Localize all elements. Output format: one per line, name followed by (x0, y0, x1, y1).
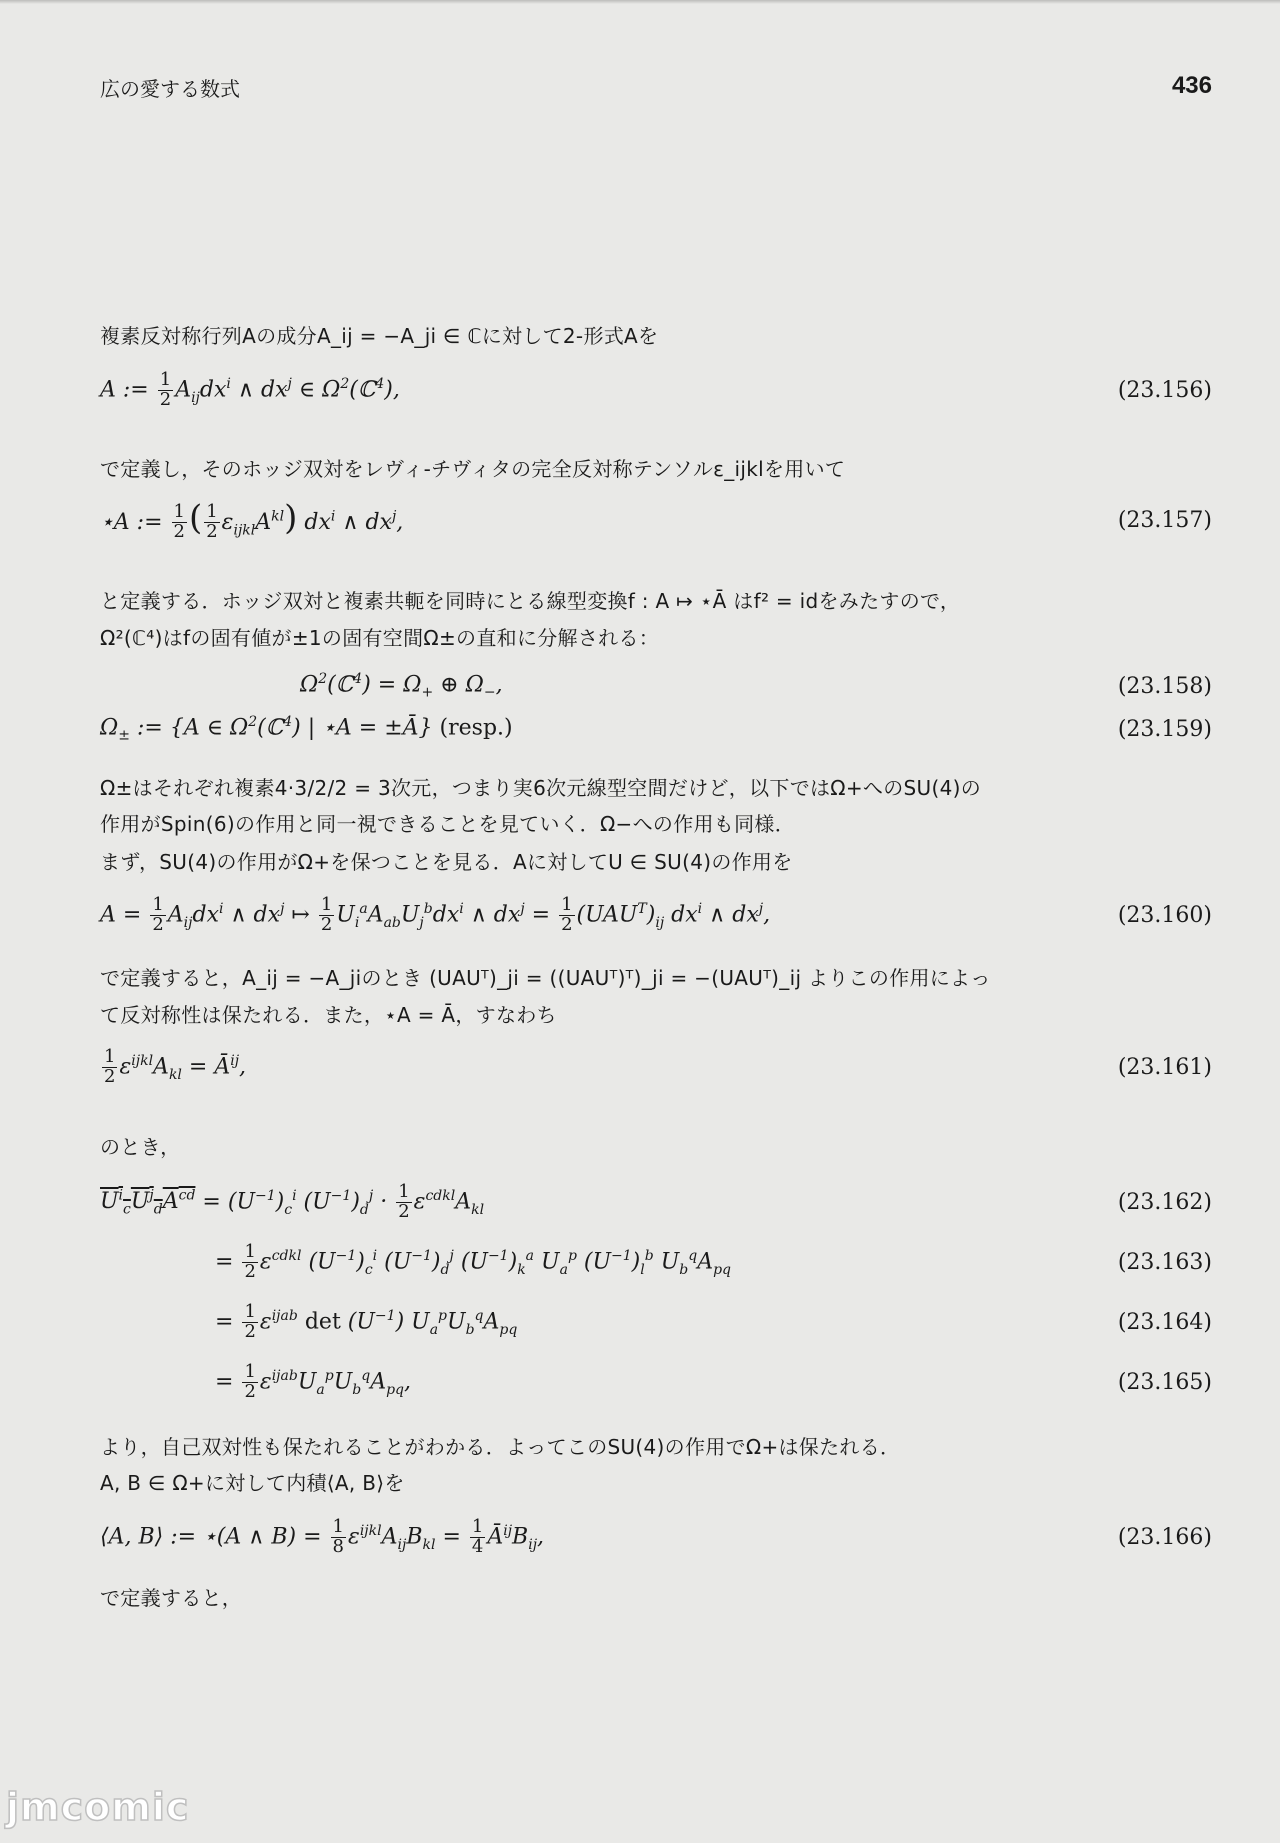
paragraph: 作用がSpin(6)の作用と同一視できることを見ていく．Ω−への作用も同様． (100, 812, 795, 836)
equation (100, 1302, 1212, 1342)
equation (100, 1362, 1212, 1402)
equation (100, 497, 1212, 543)
equation-body: = $\frac{1}{2}$ $\varepsilon^{ijab}U_a^pU_b^qA_{pq}$, (215, 1360, 412, 1402)
paragraph: て反対称性は保たれる．また，⋆A = Ā，すなわち (100, 1003, 557, 1027)
equation-body: ⟨A, B⟩ := ⋆(A ∧ B) = $\frac{1}{8}$ $\varepsilon^{ijkl}A_{ij}B_{kl}$ = $\frac{1}{4}$ $Ā^{ij}B_{ij}$, (100, 1515, 545, 1557)
equation-body: A = $\frac{1}{2}$ $A_{ij}dx^i$ ∧ $dx^j$ ↦ $\frac{1}{2}$ $U_i^aA_{ab}U_j^bdx^i$ ∧ $dx^j$ = $\frac{1}{2}$ $(UAU^T)_{ij}$ $dx^i$ ∧ $dx^j$, (100, 893, 771, 935)
paragraph: Ω±はそれぞれ複素4·3/2/2 = 3次元，つまり実6次元線型空間だけど，以下ではΩ+へのSU(4)の (100, 776, 981, 800)
equation (100, 370, 1212, 410)
equation-number: (23.157) (1117, 507, 1212, 533)
page-edge-shadow (0, 0, 1280, 4)
equation (100, 895, 1212, 935)
watermark-logo: jmcomic (6, 1785, 190, 1829)
paragraph: より，自己双対性も保たれることがわかる．よってこのSU(4)の作用でΩ+は保たれる． (100, 1435, 901, 1459)
equation-number: (23.164) (1117, 1309, 1212, 1335)
paragraph: Ω²(ℂ⁴)はfの固有値が±1の固有空間Ω±の直和に分解される： (100, 626, 660, 650)
equation-body: = $\frac{1}{2}$ $\varepsilon^{ijab}$ $\det (U^{-1})$ $U_a^pU_b^qA_{pq}$ (215, 1300, 518, 1342)
running-title: 広の愛する数式 (100, 77, 240, 101)
paragraph: まず，SU(4)の作用がΩ+を保つことを見る．Aに対してU ∈ SU(4)の作用を (100, 850, 793, 874)
equation-body: $\Omega_\pm$ := {A ∈ $\Omega^2(ℂ^4)$ | ⋆A = ±Ā} (resp.) (100, 714, 513, 744)
equation (100, 1182, 1212, 1222)
equation-number: (23.158) (1117, 673, 1212, 699)
equation (100, 1242, 1212, 1282)
equation-body: = $\frac{1}{2}$ $\varepsilon^{cdkl}$ $(U^{-1})_c^i$ $(U^{-1})_d^j$ $(U^{-1})_k^a$ $U_a^p$ $(U^{-1})_l^b$ $U_b^qA_{pq}$ (215, 1240, 732, 1282)
equation-number: (23.163) (1117, 1249, 1212, 1275)
equation-body: $\Omega^2(ℂ^4) = \Omega_+$ ⊕ $\Omega_-$, (300, 671, 503, 701)
paragraph: 複素反対称行列Aの成分A_ij = −A_ji ∈ ℂに対して2-形式Aを (100, 324, 659, 348)
equation-number: (23.165) (1117, 1369, 1212, 1395)
paragraph: A, B ∈ Ω+に対して内積⟨A, B⟩を (100, 1471, 405, 1495)
equation-number: (23.161) (1117, 1054, 1212, 1080)
equation-body: ⋆A := $\frac{1}{2}$ ( $\frac{1}{2}$ $\varepsilon_{ijkl}A^{kl}$) $dx^i$ ∧ $dx^j$, (100, 497, 404, 543)
equation (100, 1047, 1212, 1087)
paragraph: で定義すると， (100, 1586, 243, 1610)
equation-number: (23.156) (1117, 377, 1212, 403)
page-number: 436 (1171, 72, 1212, 99)
equation (100, 666, 1212, 706)
equation (100, 1517, 1212, 1557)
paragraph: で定義し，そのホッジ双対をレヴィ-チヴィタの完全反対称テンソルε_ijklを用いて (100, 457, 846, 481)
equation-number: (23.166) (1117, 1524, 1212, 1550)
equation-body: A := $\frac{1}{2}$ $A_{ij}dx^i$ ∧ $dx^j$ ∈ $\Omega^2(ℂ^4)$, (100, 368, 400, 410)
equation (100, 709, 1212, 749)
equation-body: $U^i_cU^j_dA^{cd} = (U^{-1})_c^i$ $(U^{-1})_d^j$ · $\frac{1}{2}$ $\varepsilon^{cdkl}A_{kl}$ (100, 1180, 485, 1222)
paragraph: と定義する．ホッジ双対と複素共軛を同時にとる線型変換f : A ↦ ⋆Ā はf² = idをみたすので， (100, 589, 961, 613)
equation-body: $\frac{1}{2}$ $\varepsilon^{ijkl}A_{kl}$ = $Ā^{ij}$, (104, 1045, 247, 1087)
paragraph: で定義すると，A_ij = −A_jiのとき (UAUᵀ)_ji = ((UAUᵀ)ᵀ)_ji = −(UAUᵀ)_ij よりこの作用によっ (100, 966, 991, 990)
equation-number: (23.162) (1117, 1189, 1212, 1215)
equation-number: (23.160) (1117, 902, 1212, 928)
paragraph: のとき， (100, 1135, 181, 1159)
equation-number: (23.159) (1117, 716, 1212, 742)
